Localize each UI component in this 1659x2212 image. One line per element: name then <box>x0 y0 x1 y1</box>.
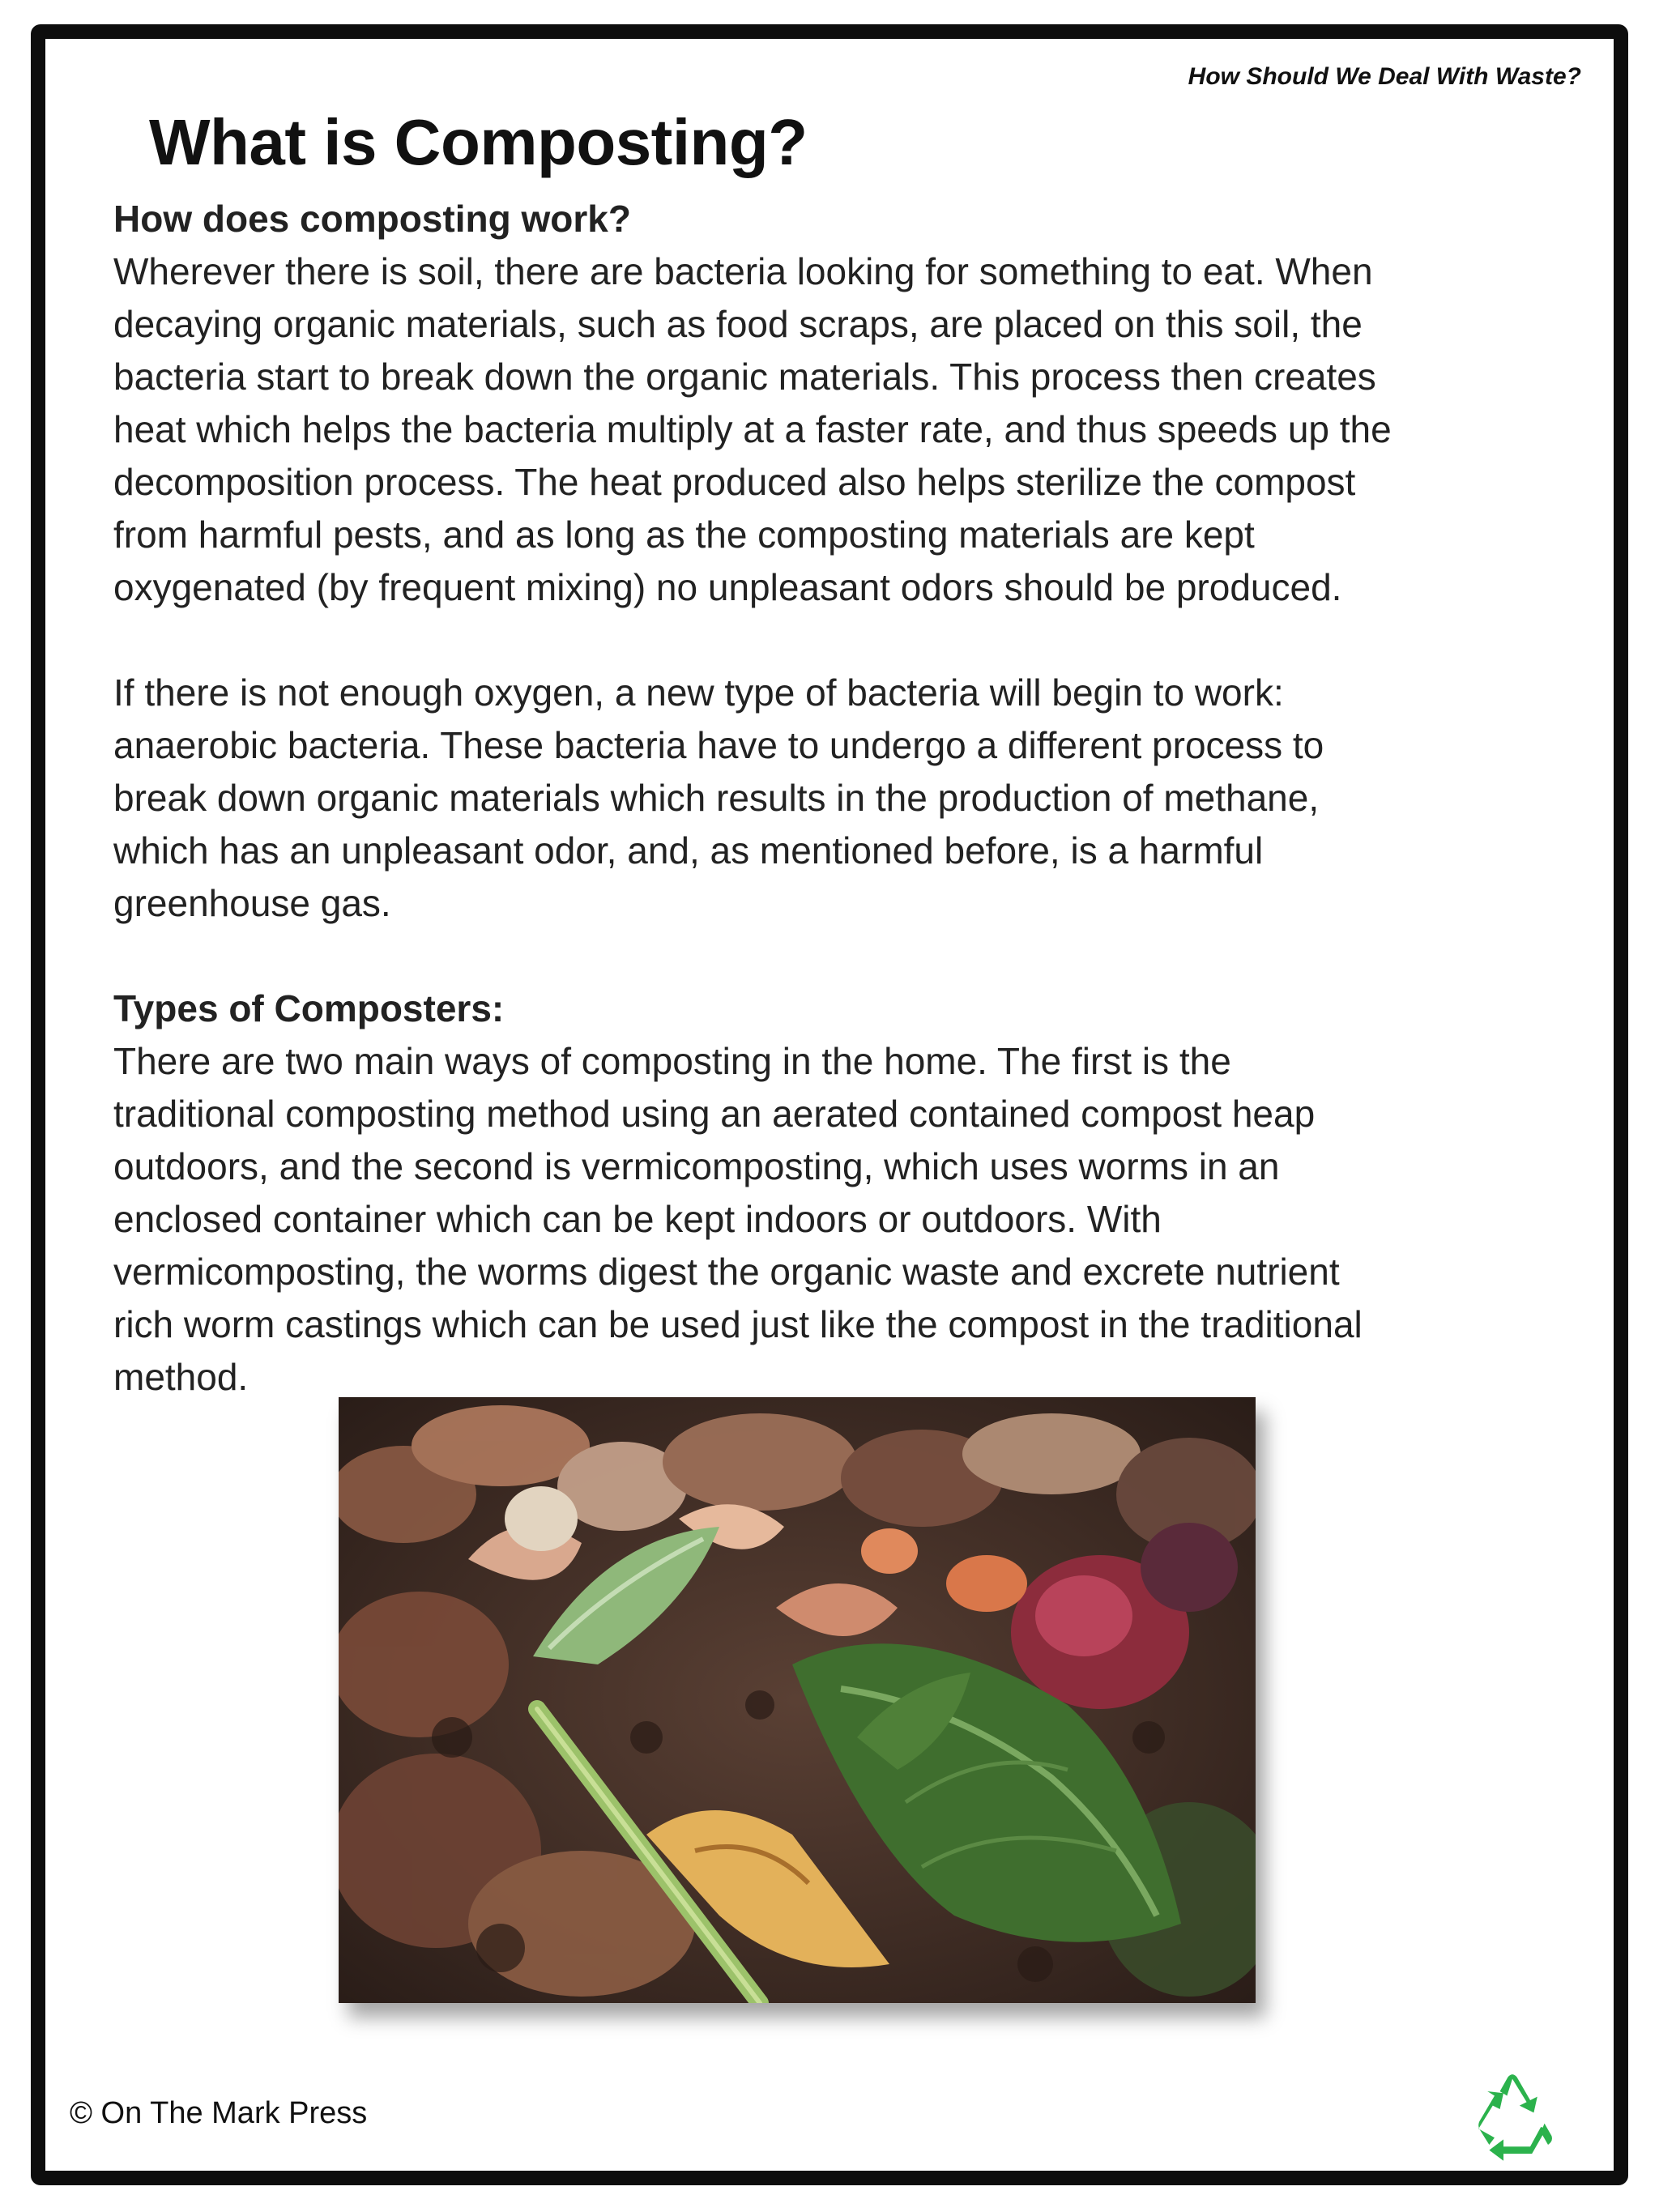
text-line: decaying organic materials, such as food scraps, are placed on this soil, the <box>113 303 1363 345</box>
compost-illustration <box>339 1397 1256 2003</box>
text-line: heat which helps the bacteria multiply at a faster rate, and thus speeds up the <box>113 408 1392 450</box>
compost-heap-photo <box>339 1397 1256 2003</box>
text-line: outdoors, and the second is vermicomposting, which uses worms in an <box>113 1145 1280 1187</box>
text-line: oxygenated (by frequent mixing) no unpleasant odors should be produced. <box>113 566 1342 608</box>
page-title: What is Composting? <box>149 106 808 178</box>
text-line: enclosed container which can be kept indoors or outdoors. With <box>113 1198 1162 1240</box>
text-line: There are two main ways of composting in the home. The first is the <box>113 1040 1231 1082</box>
paragraph-how-it-works <box>113 245 1539 614</box>
text-line: traditional composting method using an aerated contained compost heap <box>113 1093 1316 1135</box>
section-heading-how: How does composting work? <box>113 198 631 240</box>
text-line: which has an unpleasant odor, and, as mentioned before, is a harmful <box>113 829 1264 872</box>
text-line: decomposition process. The heat produced also helps sterilize the compost <box>113 461 1356 503</box>
main-content <box>113 193 1539 1456</box>
text-line: rich worm castings which can be used just like the compost in the traditional <box>113 1303 1363 1345</box>
text-line: If there is not enough oxygen, a new type of bacteria will begin to work: <box>113 671 1284 714</box>
paragraph-types <box>113 1035 1539 1404</box>
text-line: greenhouse gas. <box>113 882 391 924</box>
text-line: vermicomposting, the worms digest the organic waste and excrete nutrient <box>113 1251 1340 1293</box>
text-line: break down organic materials which results in the production of methane, <box>113 777 1320 819</box>
copyright-text: © On The Mark Press <box>70 2096 368 2130</box>
text-line: Wherever there is soil, there are bacteria looking for something to eat. When <box>113 250 1373 292</box>
text-line: anaerobic bacteria. These bacteria have to undergo a different process to <box>113 724 1324 766</box>
text-line: method. <box>113 1356 249 1398</box>
header-tag: How Should We Deal With Waste? <box>1188 63 1581 90</box>
recycle-icon <box>1468 2073 1557 2163</box>
section-heading-types: Types of Composters: <box>113 987 505 1029</box>
paragraph-anaerobic <box>113 667 1539 930</box>
text-line: bacteria start to break down the organic materials. This process then creates <box>113 356 1376 398</box>
text-line: from harmful pests, and as long as the composting materials are kept <box>113 514 1255 556</box>
